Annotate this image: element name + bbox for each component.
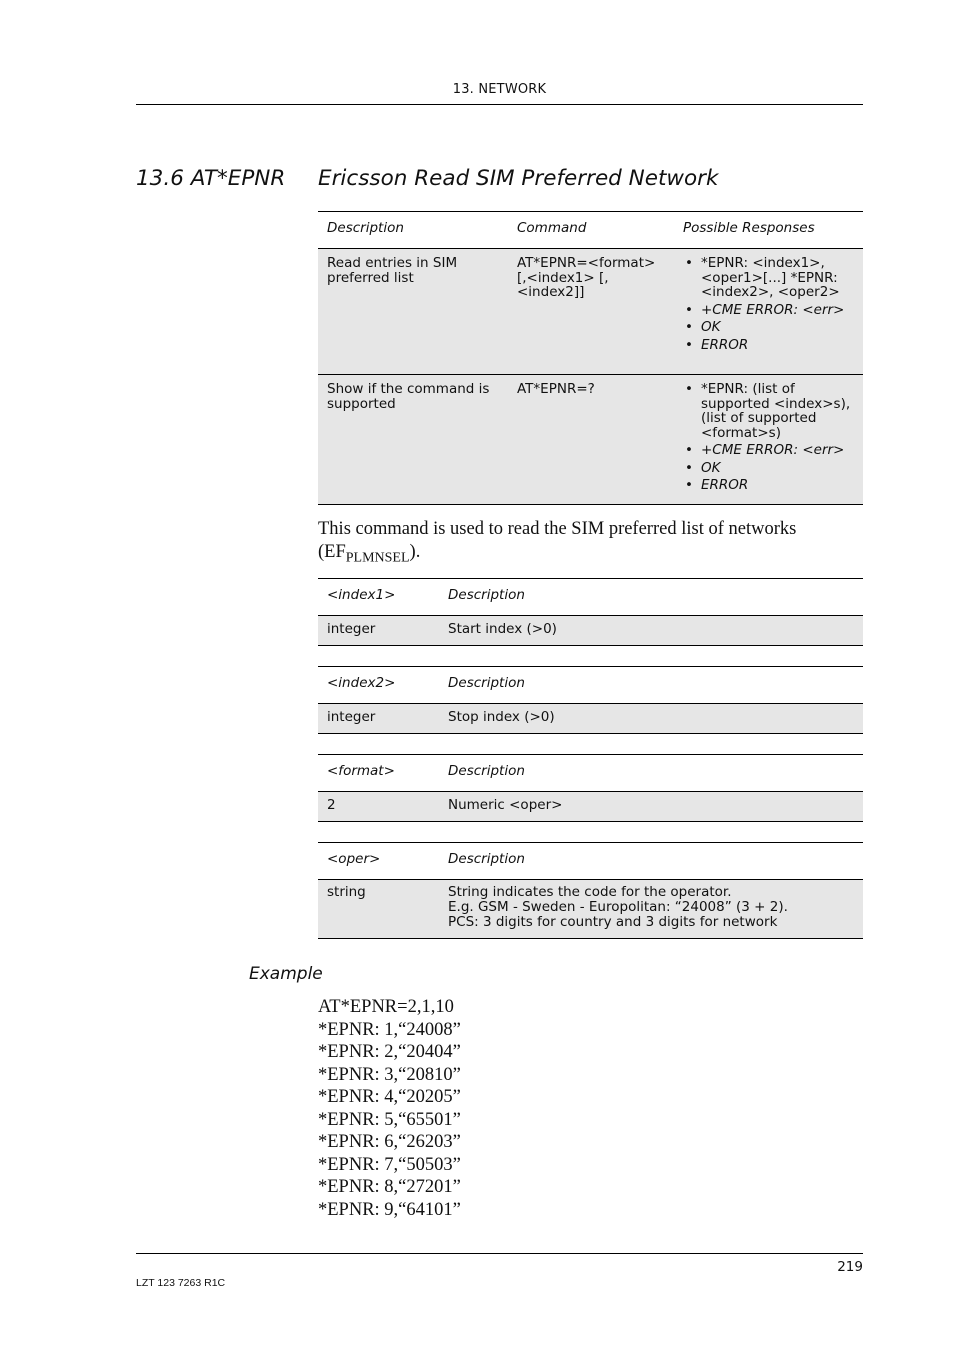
example-line: AT*EPNR=2,1,10 bbox=[318, 997, 454, 1017]
table-row bbox=[318, 249, 863, 375]
param-desc-header: Description bbox=[439, 843, 863, 880]
param-table-index1 bbox=[318, 578, 863, 646]
example-line: *EPNR: 9,“64101” bbox=[318, 1199, 461, 1220]
table-row bbox=[318, 375, 863, 505]
param-value-desc: Numeric <oper> bbox=[439, 792, 863, 822]
param-desc-header: Description bbox=[439, 667, 863, 704]
param-desc-header: Description bbox=[439, 755, 863, 792]
section-number: 13.6 AT*EPNR bbox=[136, 166, 286, 191]
example-line: *EPNR: 6,“26203” bbox=[318, 1132, 461, 1152]
param-name: <oper> bbox=[318, 843, 439, 880]
param-value-desc: Start index (>0) bbox=[439, 616, 863, 646]
response-item: • +CME ERROR: <err> bbox=[683, 303, 854, 318]
response-item: • ERROR bbox=[683, 338, 854, 353]
row-responses bbox=[674, 375, 863, 505]
param-table-format bbox=[318, 754, 863, 822]
ef-subscript: PLMNSEL bbox=[345, 550, 410, 566]
header-rule bbox=[136, 104, 863, 105]
col-responses-header: Possible Responses bbox=[674, 212, 863, 249]
table-row bbox=[318, 792, 863, 822]
page-number: 219 bbox=[837, 1259, 863, 1275]
example-line: *EPNR: 3,“20810” bbox=[318, 1064, 461, 1085]
example-label: Example bbox=[249, 964, 323, 984]
command-table-header bbox=[318, 212, 863, 249]
param-name: <index1> bbox=[318, 579, 439, 616]
example-line: *EPNR: 7,“50503” bbox=[318, 1154, 461, 1175]
response-item: • *EPNR: <index1>,<oper1>[...] *EPNR: <index2>, <oper2> bbox=[683, 256, 854, 300]
row-description: Read entries in SIM preferred list bbox=[318, 249, 508, 375]
row-command: AT*EPNR=<format> [,<index1> [,<index2]] bbox=[508, 249, 674, 375]
param-table-index2 bbox=[318, 666, 863, 734]
table-row bbox=[318, 880, 863, 939]
example-line: *EPNR: 5,“65501” bbox=[318, 1109, 461, 1130]
param-value: 2 bbox=[318, 792, 439, 822]
param-value: integer bbox=[318, 616, 439, 646]
param-value-desc: Stop index (>0) bbox=[439, 704, 863, 734]
description-paragraph: This command is used to read the SIM preferred list of networks $(EF_{PLMNSEL})$. bbox=[318, 519, 797, 566]
example-block bbox=[318, 996, 461, 1221]
col-command-header: Command bbox=[508, 212, 674, 249]
example-line: *EPNR: 4,“20205” bbox=[318, 1087, 461, 1107]
row-responses bbox=[674, 249, 863, 375]
table-row bbox=[318, 704, 863, 734]
param-name: <index2> bbox=[318, 667, 439, 704]
row-command: AT*EPNR=? bbox=[508, 375, 674, 505]
response-item: • *EPNR: (list of supported <index>s), (list of supported <format>s) bbox=[683, 382, 854, 440]
row-description: Show if the command is supported bbox=[318, 375, 508, 505]
param-desc-header: Description bbox=[439, 579, 863, 616]
param-value: string bbox=[318, 880, 439, 939]
footer-rule bbox=[136, 1253, 863, 1254]
table-row bbox=[318, 616, 863, 646]
running-header: 13. NETWORK bbox=[452, 82, 547, 97]
response-item: • +CME ERROR: <err> bbox=[683, 443, 854, 458]
col-description-header: Description bbox=[318, 212, 508, 249]
document-id: LZT 123 7263 R1C bbox=[136, 1277, 226, 1289]
param-value-desc: String indicates the code for the operator. E.g. GSM - Sweden - Europolitan: “24008” (3 + 2). PCS: 3 digits for country and 3 digits for network bbox=[439, 880, 863, 939]
command-table bbox=[318, 211, 863, 505]
example-line: *EPNR: 2,“20404” bbox=[318, 1042, 461, 1062]
example-line: *EPNR: 8,“27201” bbox=[318, 1177, 461, 1197]
section-title: Ericsson Read SIM Preferred Network bbox=[318, 166, 719, 191]
response-item: • ERROR bbox=[683, 478, 854, 493]
example-line: *EPNR: 1,“24008” bbox=[318, 1019, 461, 1040]
response-item: • OK bbox=[683, 461, 854, 476]
param-value: integer bbox=[318, 704, 439, 734]
param-name: <format> bbox=[318, 755, 439, 792]
response-item: • OK bbox=[683, 320, 854, 335]
param-table-oper bbox=[318, 842, 863, 939]
